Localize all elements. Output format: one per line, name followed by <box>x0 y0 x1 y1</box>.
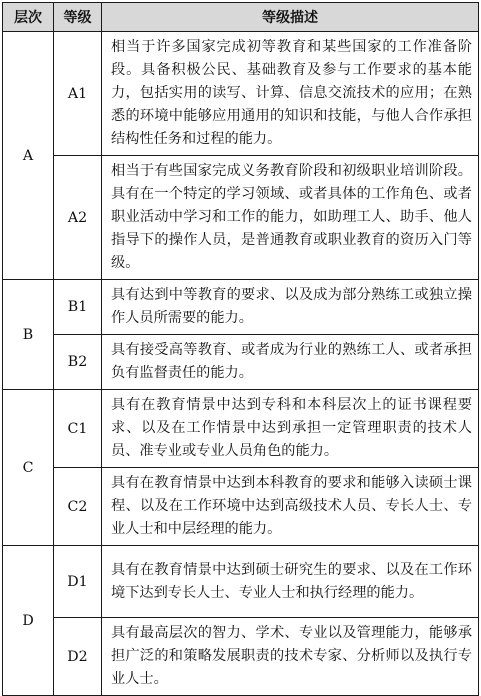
table-row <box>3 156 479 280</box>
table-row <box>3 280 479 335</box>
table-row <box>3 618 479 696</box>
description-cell: 具有接受高等教育、或者成为行业的熟练工人、或者承担负有监督责任的能力。 <box>102 335 479 390</box>
grade-cell: C1 <box>54 390 102 468</box>
table-row <box>3 546 479 618</box>
description-cell: 相当于有些国家完成义务教育阶段和初级职业培训阶段。具有在一个特定的学习领域、或者具体的工作角色、或者职业活动中学习和工作的能力，如助理工人、助手、他人指导下的操作人员，是普通教育或职业教育的资历入门等级。 <box>102 156 479 280</box>
table-row <box>3 32 479 156</box>
level-cell: C <box>3 390 54 546</box>
header-description: 等级描述 <box>102 3 479 32</box>
grade-cell: D1 <box>54 546 102 618</box>
description-cell: 具有最高层次的智力、学术、专业以及管理能力，能够承担广泛的和策略发展职责的技术专家、分析师以及执行专业人士。 <box>102 618 479 696</box>
header-row <box>3 3 479 32</box>
table-row <box>3 468 479 546</box>
header-grade: 等级 <box>54 3 102 32</box>
level-cell: D <box>3 546 54 696</box>
grade-cell: B1 <box>54 280 102 335</box>
grade-cell: C2 <box>54 468 102 546</box>
table-row <box>3 335 479 390</box>
description-cell: 具有在教育情景中达到专科和本科层次上的证书课程要求、以及在工作情景中达到承担一定管理职责的技术人员、准专业或专业人员角色的能力。 <box>102 390 479 468</box>
grade-cell: B2 <box>54 335 102 390</box>
qualification-levels-table <box>2 2 479 696</box>
level-cell: A <box>3 32 54 280</box>
grade-cell: A1 <box>54 32 102 156</box>
table-row <box>3 390 479 468</box>
description-cell: 具有在教育情景中达到本科教育的要求和能够入读硕士课程、以及在工作环境中达到高级技术人员、专长人士、专业人士和中层经理的能力。 <box>102 468 479 546</box>
description-cell: 相当于许多国家完成初等教育和某些国家的工作准备阶段。具备积极公民、基础教育及参与工作要求的基本能力，包括实用的读写、计算、信息交流技术的应用；在熟悉的环境中能够应用通用的知识和技能，与他人合作承担结构性任务和过程的能力。 <box>102 32 479 156</box>
grade-cell: A2 <box>54 156 102 280</box>
description-cell: 具有达到中等教育的要求、以及成为部分熟练工或独立操作人员所需要的能力。 <box>102 280 479 335</box>
grade-cell: D2 <box>54 618 102 696</box>
level-cell: B <box>3 280 54 390</box>
header-level: 层次 <box>3 3 54 32</box>
description-cell: 具有在教育情景中达到硕士研究生的要求、以及在工作环境下达到专长人士、专业人士和执行经理的能力。 <box>102 546 479 618</box>
